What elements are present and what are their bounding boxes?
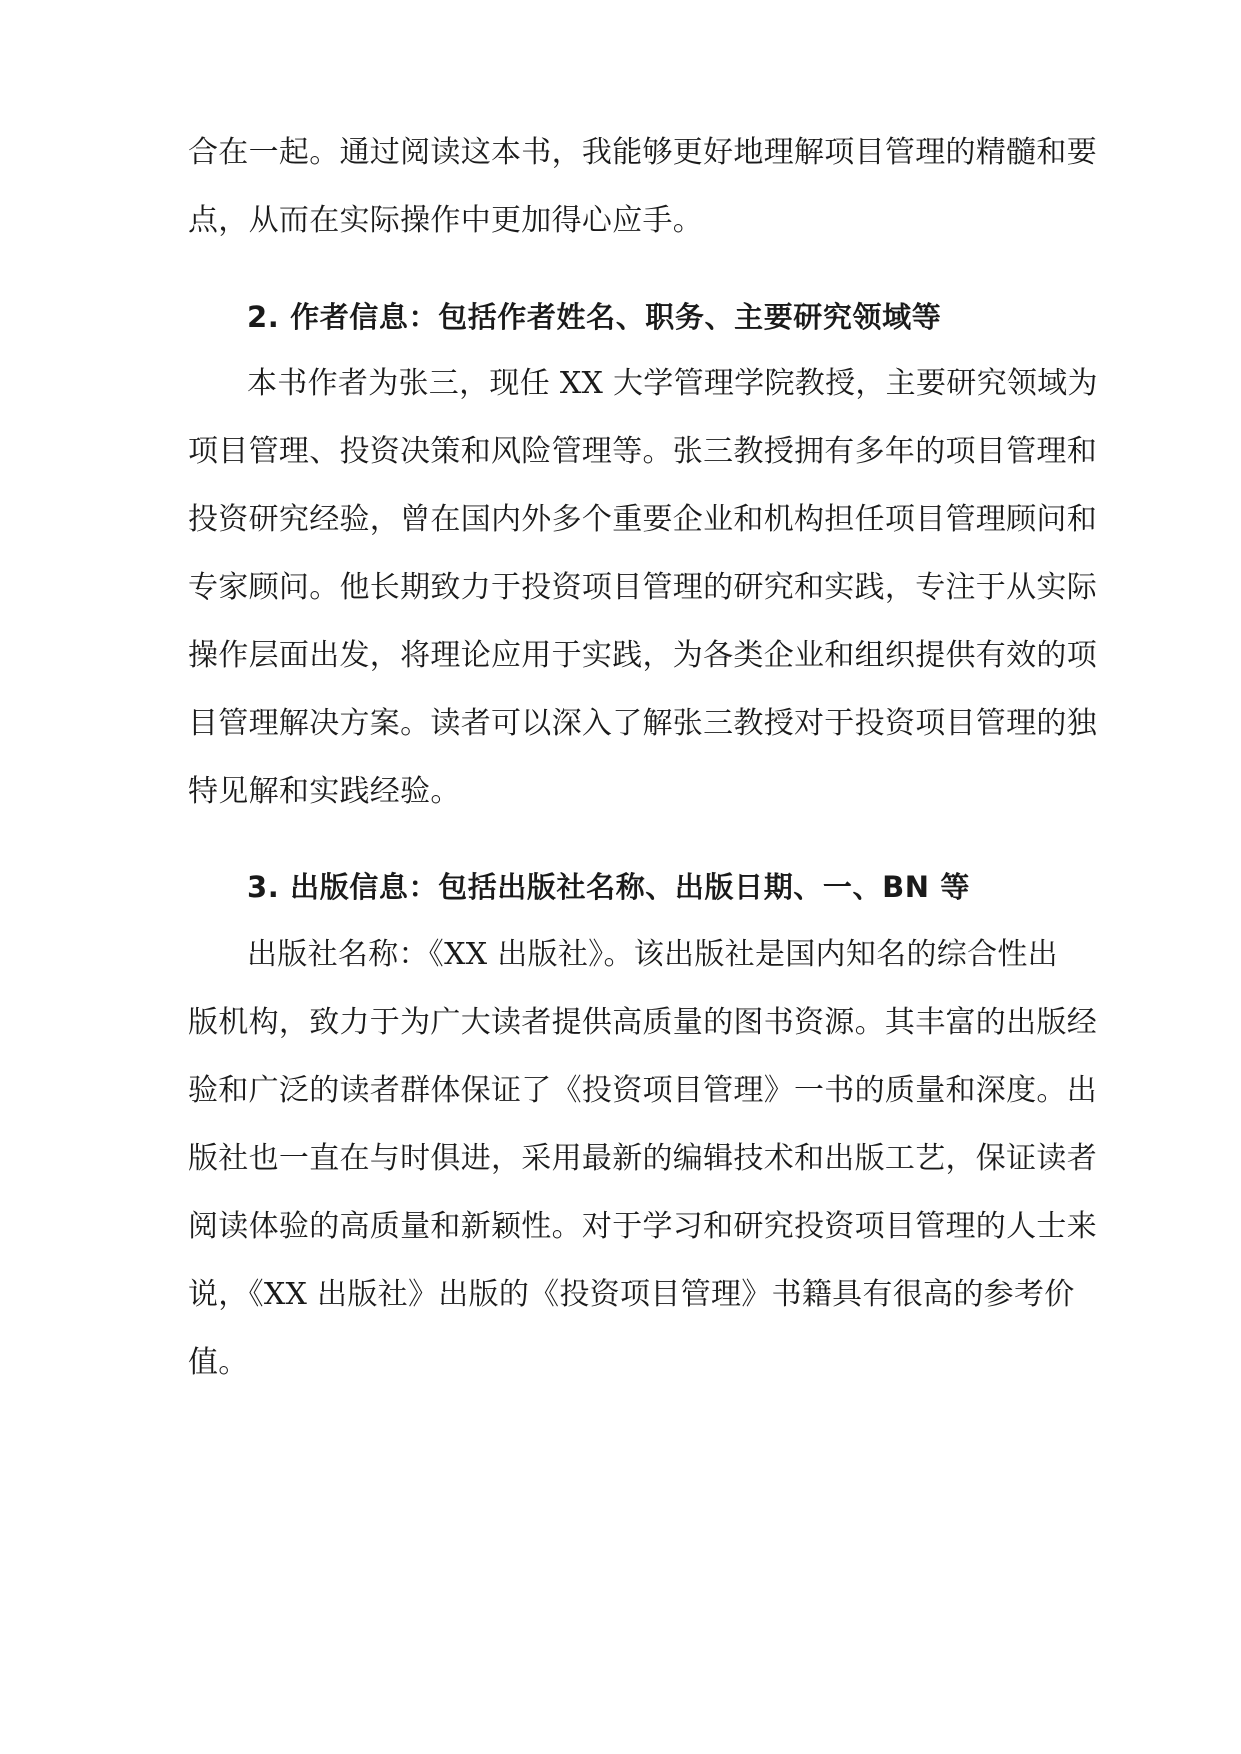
paragraph-line: 点，从而在实际操作中更加得心应手。 <box>188 203 704 238</box>
paragraph-line: 版机构，致力于为广大读者提供高质量的图书资源。其丰富的出版经 <box>188 1005 1097 1040</box>
paragraph-line: 出版社名称：《XX 出版社》。该出版社是国内知名的综合性出 <box>247 937 1058 972</box>
paragraph-line: 专家顾问。他长期致力于投资项目管理的研究和实践，专注于从实际 <box>188 570 1097 605</box>
paragraph-line: 操作层面出发，将理论应用于实践，为各类企业和组织提供有效的项 <box>188 638 1097 673</box>
section-heading-publication-info: 3. 出版信息：包括出版社名称、出版日期、一、BN 等 <box>247 870 970 904</box>
paragraph-line: 项目管理、投资决策和风险管理等。张三教授拥有多年的项目管理和 <box>188 434 1097 469</box>
paragraph-line: 合在一起。通过阅读这本书，我能够更好地理解项目管理的精髓和要 <box>188 135 1097 170</box>
paragraph-line: 版社也一直在与时俱进，采用最新的编辑技术和出版工艺，保证读者 <box>188 1141 1097 1176</box>
section-heading-author-info: 2. 作者信息：包括作者姓名、职务、主要研究领域等 <box>247 300 942 334</box>
paragraph-line: 值。 <box>188 1345 249 1380</box>
paragraph-line: 投资研究经验，曾在国内外多个重要企业和机构担任项目管理顾问和 <box>188 502 1097 537</box>
paragraph-line: 目管理解决方案。读者可以深入了解张三教授对于投资项目管理的独 <box>188 706 1097 741</box>
paragraph-line: 特见解和实践经验。 <box>188 774 461 809</box>
paragraph-line: 本书作者为张三，现任 XX 大学管理学院教授，主要研究领域为 <box>247 366 1098 401</box>
paragraph-line: 阅读体验的高质量和新颖性。对于学习和研究投资项目管理的人士来 <box>188 1209 1097 1244</box>
paragraph-line: 验和广泛的读者群体保证了《投资项目管理》一书的质量和深度。出 <box>188 1073 1097 1108</box>
paragraph-line: 说，《XX 出版社》出版的《投资项目管理》书籍具有很高的参考价 <box>188 1277 1075 1312</box>
